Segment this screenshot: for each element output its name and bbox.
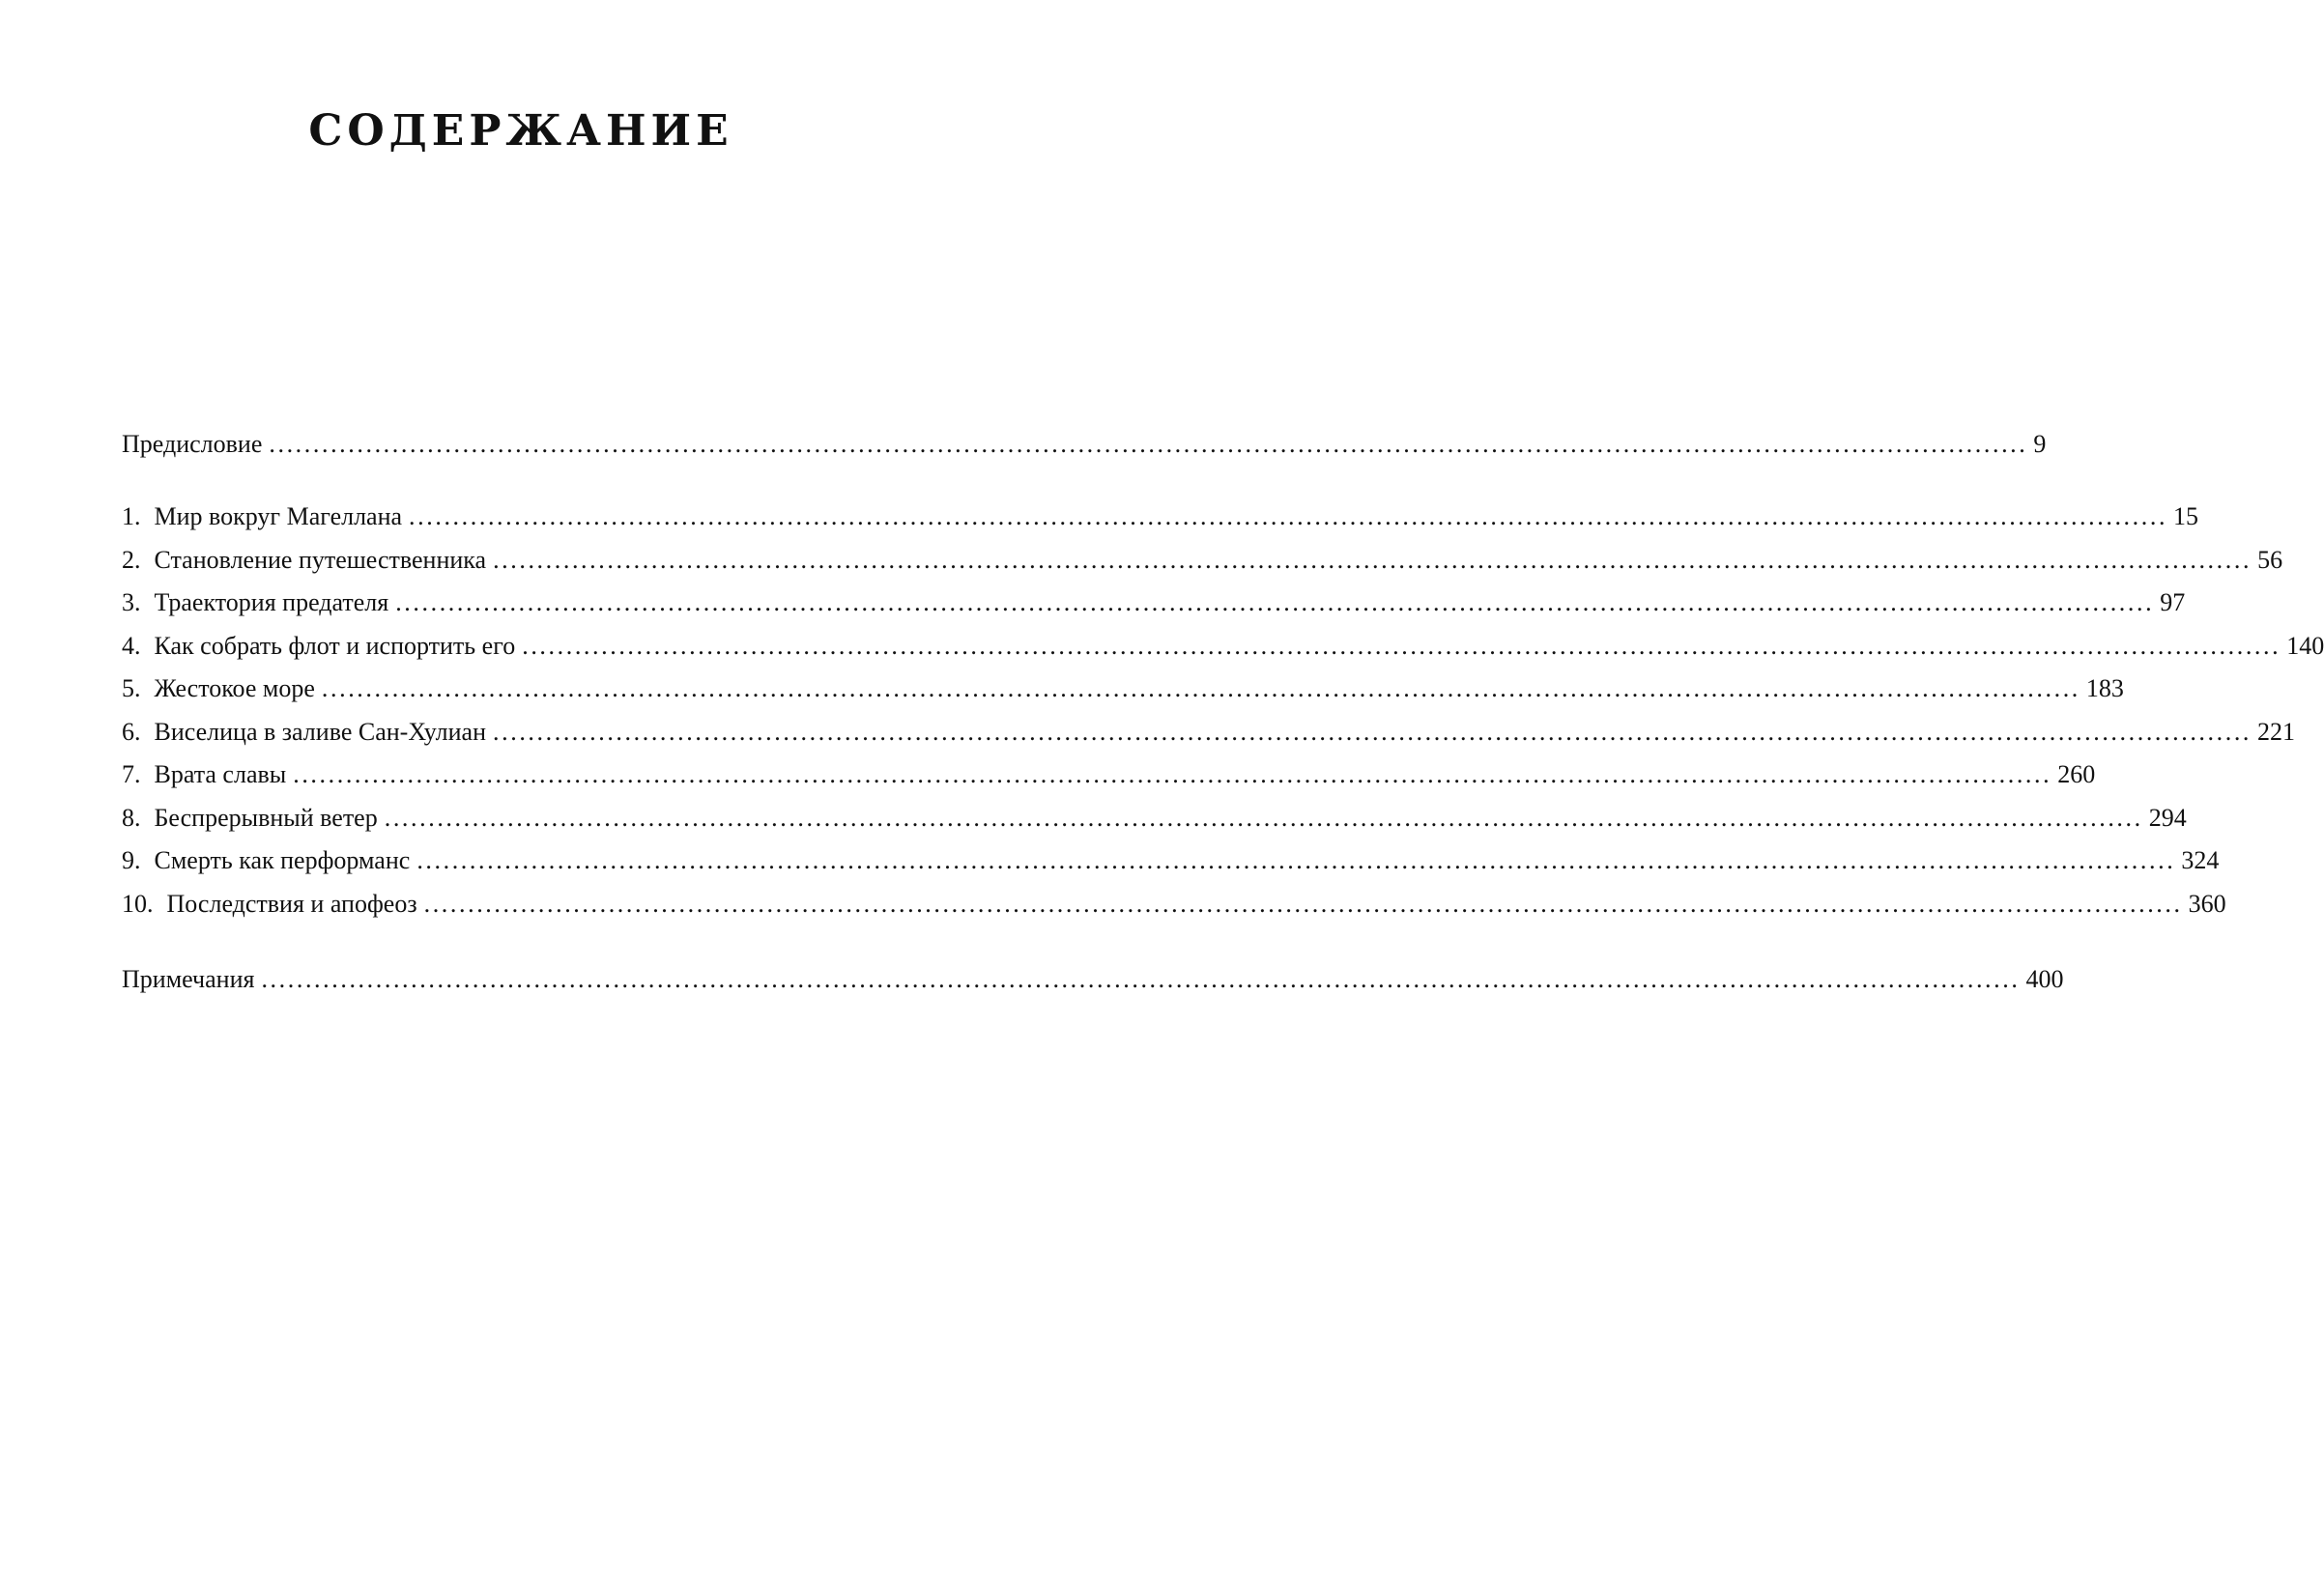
toc-entry-chapter-5[interactable] xyxy=(122,668,2124,711)
toc-entry-label: Беспрерывный ветер xyxy=(154,803,378,832)
toc-entry-label: Траектория предателя xyxy=(154,588,389,616)
toc-entry-chapter-1[interactable] xyxy=(122,496,2199,539)
toc-leader-dots: ........................................................................................................................................................................................................ xyxy=(269,430,2028,458)
toc-page-number: 360 xyxy=(2188,889,2226,918)
toc-entry-chapter-7[interactable] xyxy=(122,754,2096,797)
toc-page-number: 140 xyxy=(2286,631,2324,660)
toc-entry-label: Жестокое море xyxy=(154,674,315,702)
chapter-number: 2. xyxy=(122,545,141,574)
toc-entry-notes[interactable] xyxy=(122,958,2064,1002)
toc-leader-dots: ........................................................................................................................................................................................................ xyxy=(493,717,2252,746)
toc-leader-dots: ........................................................................................................................................................................................................ xyxy=(384,803,2143,832)
toc-entry-chapter-6[interactable] xyxy=(122,711,2296,754)
chapter-number: 7. xyxy=(122,760,141,788)
toc-entry-chapter-9[interactable] xyxy=(122,839,2220,883)
toc-page-number: 294 xyxy=(2148,803,2187,832)
toc-page-number: 97 xyxy=(2160,588,2186,616)
chapter-number: 1. xyxy=(122,502,141,530)
toc-page-number: 183 xyxy=(2085,674,2124,702)
toc-leader-dots: ........................................................................................................................................................................................................ xyxy=(409,502,2168,530)
toc-entry-label: Последствия и апофеоз xyxy=(166,889,417,918)
toc-preface-section xyxy=(122,423,2047,467)
toc-entry-label: Врата славы xyxy=(154,760,287,788)
toc-leader-dots: ........................................................................................................................................................................................................ xyxy=(493,545,2252,574)
toc-entry-label: Виселица в заливе Сан-Хулиан xyxy=(154,717,487,746)
chapter-number: 3. xyxy=(122,588,141,616)
toc-leader-dots: ........................................................................................................................................................................................................ xyxy=(321,674,2080,702)
toc-chapters-section xyxy=(122,496,2324,925)
toc-leader-dots: ........................................................................................................................................................................................................ xyxy=(522,631,2281,660)
toc-page-number: 9 xyxy=(2033,430,2047,458)
toc-entry-label: Смерть как перформанс xyxy=(154,846,411,874)
toc-notes-section xyxy=(122,958,2064,1002)
toc-entry-chapter-10[interactable] xyxy=(122,883,2226,926)
page-title: СОДЕРЖАНИЕ xyxy=(308,106,733,156)
toc-entry-chapter-3[interactable] xyxy=(122,582,2186,625)
chapter-number: 6. xyxy=(122,717,141,746)
toc-entry-label: Предисловие xyxy=(122,430,263,458)
toc-entry-label: Как собрать флот и испортить его xyxy=(154,631,516,660)
chapter-number: 8. xyxy=(122,803,141,832)
toc-page-number: 15 xyxy=(2173,502,2199,530)
toc-page-number: 400 xyxy=(2025,965,2064,993)
toc-entry-label: Мир вокруг Магеллана xyxy=(154,502,403,530)
chapter-number: 9. xyxy=(122,846,141,874)
toc-entry-chapter-8[interactable] xyxy=(122,797,2187,840)
toc-page-number: 260 xyxy=(2057,760,2096,788)
toc-entry-preface[interactable] xyxy=(122,423,2047,467)
toc-page-number: 221 xyxy=(2257,717,2296,746)
toc-page-number: 324 xyxy=(2181,846,2220,874)
toc-entry-label: Становление путешественника xyxy=(154,545,487,574)
chapter-number: 10. xyxy=(122,889,154,918)
toc-leader-dots: ........................................................................................................................................................................................................ xyxy=(423,889,2183,918)
toc-leader-dots: ........................................................................................................................................................................................................ xyxy=(261,965,2021,993)
toc-page-number: 56 xyxy=(2257,545,2283,574)
toc-leader-dots: ........................................................................................................................................................................................................ xyxy=(293,760,2052,788)
toc-entry-chapter-4[interactable] xyxy=(122,625,2324,668)
toc-entry-label: Примечания xyxy=(122,965,255,993)
toc-entry-chapter-2[interactable] xyxy=(122,539,2283,583)
toc-leader-dots: ........................................................................................................................................................................................................ xyxy=(395,588,2155,616)
toc-leader-dots: ........................................................................................................................................................................................................ xyxy=(416,846,2176,874)
chapter-number: 4. xyxy=(122,631,141,660)
chapter-number: 5. xyxy=(122,674,141,702)
